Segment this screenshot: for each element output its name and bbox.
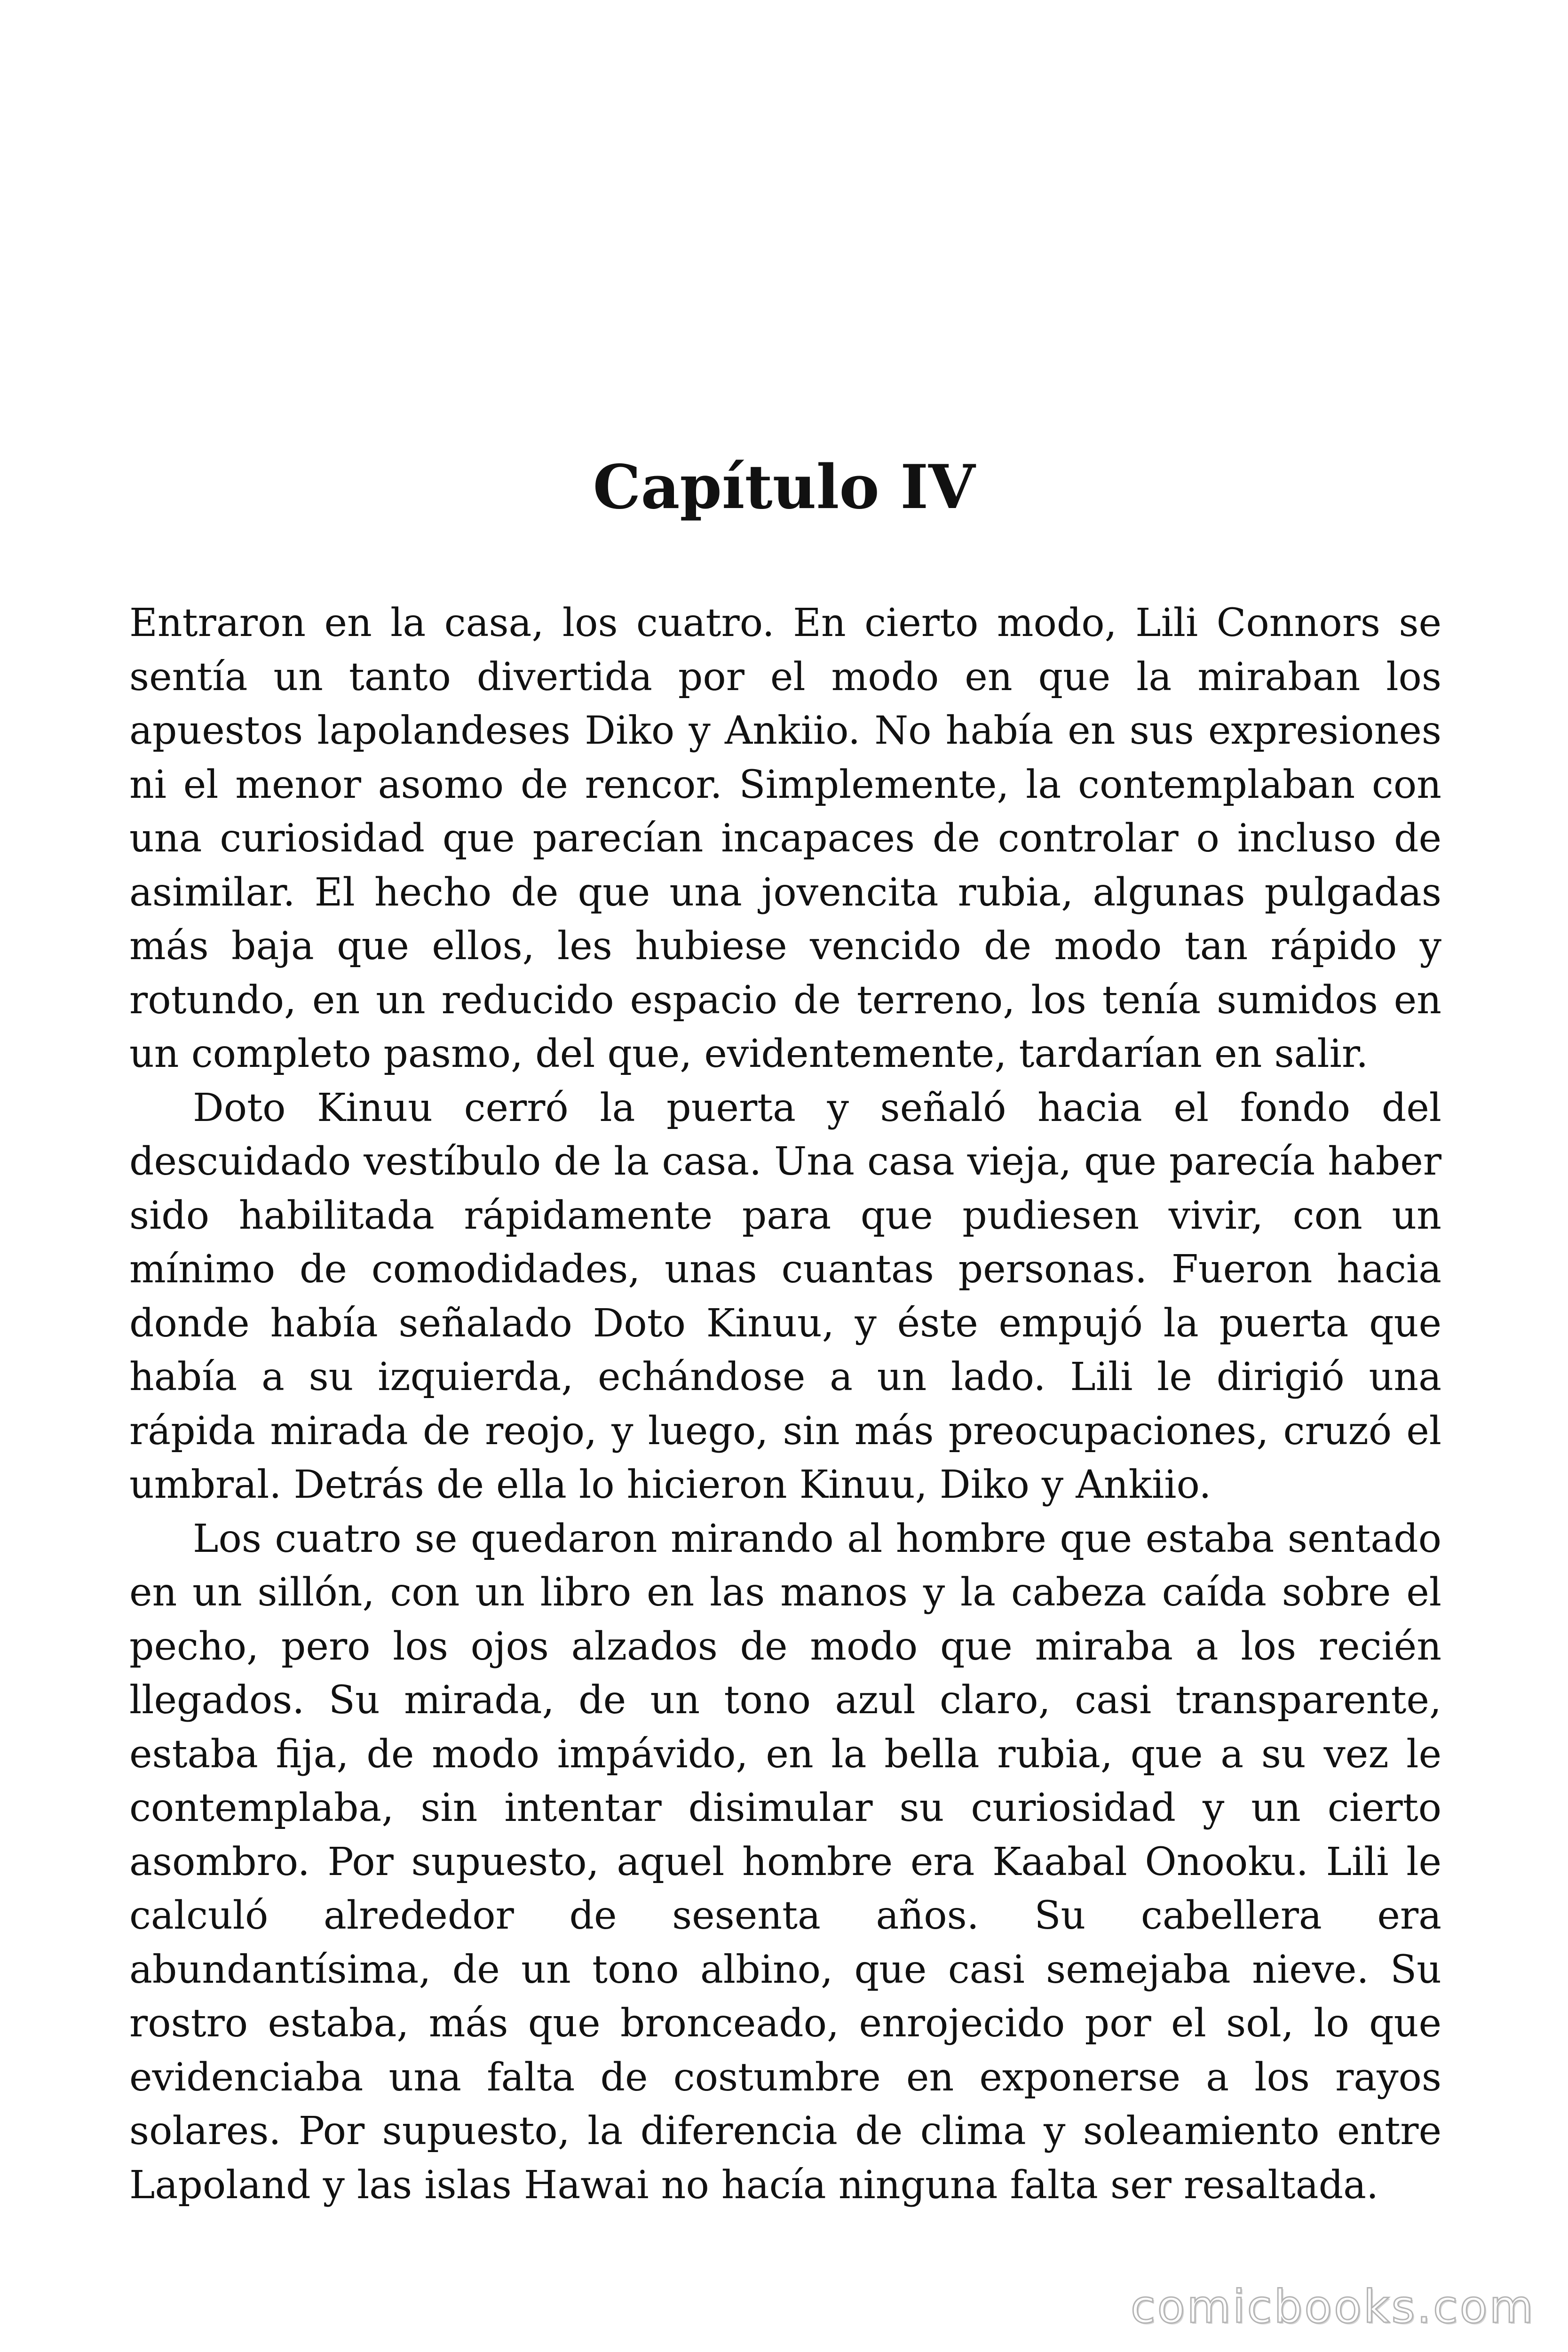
- chapter-body: [129, 596, 1441, 2212]
- paragraph-2: Doto Kinuu cerró la puerta y señaló hacia el fondo del descuidado vestíbulo de la casa. Una casa vieja, que parecía haber sido habilitada rápidamente para que pudiesen vivir, con un mínimo de comodidades, unas cuantas personas. Fueron hacia donde había señalado Doto Kinuu, y éste empujó la puerta que había a su izquierda, echándose a un lado. Lili le dirigió una rápida mirada de reojo, y luego, sin más preocupaciones, cruzó el umbral. Detrás de ella lo hicieron Kinuu, Diko y Ankiio.: [129, 1085, 1441, 1507]
- paragraph-3: Los cuatro se quedaron mirando al hombre que estaba sentado en un sillón, con un libro en las manos y la cabeza caída sobre el pecho, pero los ojos alzados de modo que miraba a los recién llegados. Su mirada, de un tono azul claro, casi transparente, estaba fija, de modo impávido, en la bella rubia, que a su vez le contemplaba, sin intentar disimular su curiosidad y un cierto asombro. Por supuesto, aquel hombre era Kaabal Onooku. Lili le calculó alrededor de sesenta años. Su cabellera era abundantísima, de un tono albino, que casi semejaba nieve. Su rostro estaba, más que bronceado, enrojecido por el sol, lo que evidenciaba una falta de costumbre en exponerse a los rayos solares. Por supuesto, la diferencia de clima y soleamiento entre Lapoland y las islas Hawai no hacía ninguna falta ser resaltada.: [129, 1516, 1441, 2208]
- chapter-title: Capítulo IV: [593, 452, 975, 523]
- paragraph-1: Entraron en la casa, los cuatro. En cierto modo, Lili Connors se sentía un tanto divertida por el modo en que la miraban los apuestos lapolandeses Diko y Ankiio. No había en sus expresiones ni el menor asomo de rencor. Simplemente, la contemplaban con una curiosidad que parecían incapaces de controlar o incluso de asimilar. El hecho de que una jovencita rubia, algunas pulgadas más baja que ellos, les hubiese vencido de modo tan rápido y rotundo, en un reducido espacio de terreno, los tenía sumidos en un completo pasmo, del que, evidentemente, tardarían en salir.: [129, 601, 1441, 1076]
- watermark: comicbooks.com: [1130, 2280, 1535, 2333]
